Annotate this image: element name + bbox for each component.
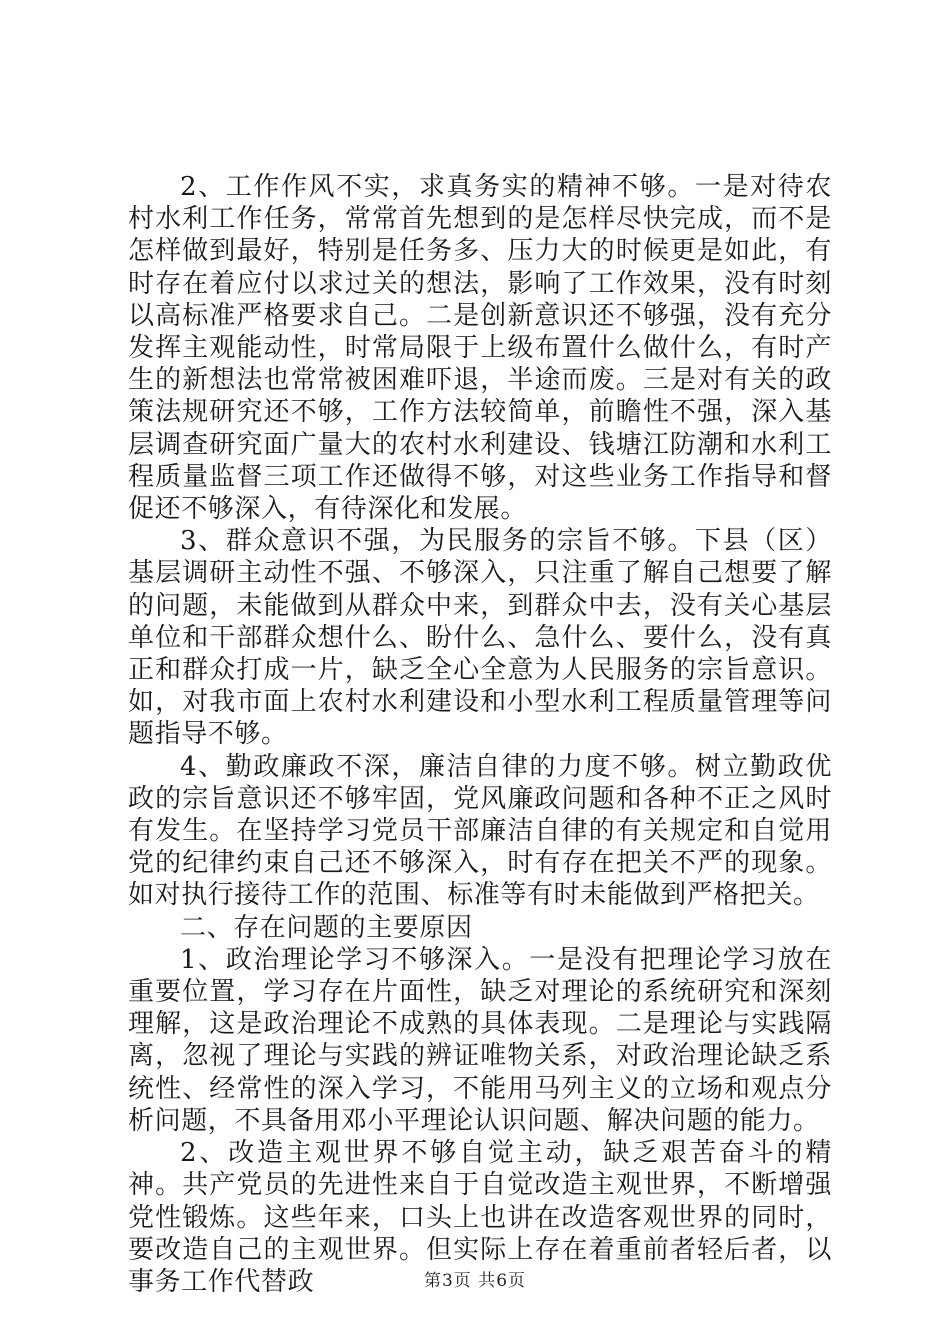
document-body bbox=[128, 171, 832, 1298]
paragraph-subjective-world: 2、改造主观世界不够自觉主动，缺乏艰苦奋斗的精神。共产党员的先进性来自于自觉改造主观世界，不断增强党性锻炼。这些年来，口头上也讲在改造客观世界的同时，要改造自己的主观世界。但实际上存在着重前者轻后者，以事务工作代替政 bbox=[128, 1138, 832, 1297]
section-heading-main-causes: 二、存在问题的主要原因 bbox=[180, 912, 473, 943]
paragraph-theory-study: 1、政治理论学习不够深入。一是没有把理论学习放在重要位置，学习存在片面性，缺乏对理论的系统研究和深刻理解，这是政治理论不成熟的具体表现。二是理论与实践隔离，忽视了理论与实践的辨证唯物关系，对政治理论缺乏系统性、经常性的深入学习，不能用马列主义的立场和观点分析问题，不具备用邓小平理论认识问题、解决问题的能力。 bbox=[128, 944, 832, 1136]
paragraph-work-style: 2、工作作风不实，求真务实的精神不够。一是对待农村水利工作任务，常常首先想到的是怎样尽快完成，而不是怎样做到最好，特别是任务多、压力大的时候更是如此，有时存在着应付以求过关的想法，影响了工作效果，没有时刻以高标准严格要求自己。二是创新意识还不够强，没有充分发挥主观能动性，时常局限于上级布置什么做什么，有时产生的新想法也常常被困难吓退，半途而废。三是对有关的政策法规研究还不够，工作方法较简单，前瞻性不强，深入基层调查研究面广量大的农村水利建设、钱塘江防潮和水利工程质量监督三项工作还做得不够，对这些业务工作指导和督促还不够深入，有待深化和发展。 bbox=[128, 172, 832, 525]
page-number-footer: 第3页 共6页 bbox=[423, 1271, 527, 1291]
paragraph-diligence-integrity: 4、勤政廉政不深，廉洁自律的力度不够。树立勤政优政的宗旨意识还不够牢固，党风廉政问题和各种不正之风时有发生。在坚持学习党员干部廉洁自律的有关规定和自觉用党的纪律约束自己还不够深入，时有存在把关不严的现象。如对执行接待工作的范围、标准等有时未能做到严格把关。 bbox=[128, 751, 832, 911]
paragraph-mass-awareness: 3、群众意识不强，为民服务的宗旨不够。下县（区）基层调研主动性不强、不够深入，只注重了解自己想要了解的问题，未能做到从群众中来，到群众中去，没有关心基层单位和干部群众想什么、盼什么、急什么、要什么，没有真正和群众打成一片，缺乏全心全意为人民服务的宗旨意识。如，对我市面上农村水利建设和小型水利工程质量管理等问题指导不够。 bbox=[128, 526, 832, 750]
